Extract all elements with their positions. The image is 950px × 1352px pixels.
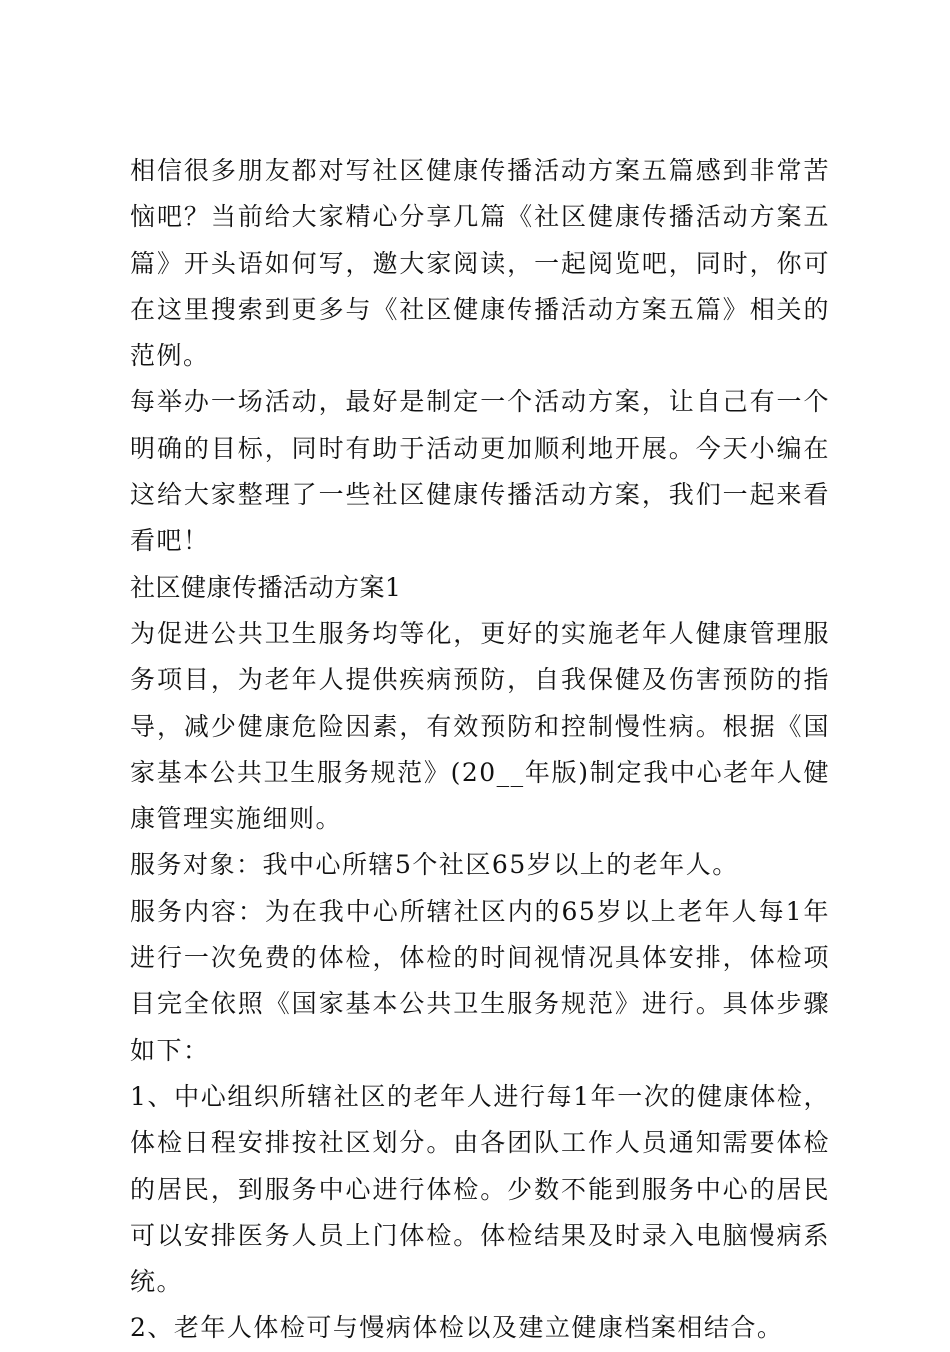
service-content-paragraph: 服务内容：为在我中心所辖社区内的65岁以上老年人每1年进行一次免费的体检，体检的时间视情况具体安排，体检项目完全依照《国家基本公共卫生服务规范》进行。具体步骤如下：: [130, 896, 830, 1065]
document-page: [130, 148, 830, 1352]
step-1-paragraph: 1、中心组织所辖社区的老年人进行每1年一次的健康体检，体检日程安排按社区划分。由各团队工作人员通知需要体检的居民，到服务中心进行体检。少数不能到服务中心的居民可以安排医务人员上门体检。体检结果及时录入电脑慢病系统。: [130, 1081, 830, 1297]
preface-paragraph: 每举办一场活动，最好是制定一个活动方案，让自己有一个明确的目标，同时有助于活动更加顺利地开展。今天小编在这给大家整理了一些社区健康传播活动方案，我们一起来看看吧！: [130, 387, 830, 556]
section-heading: 社区健康传播活动方案1: [130, 572, 402, 602]
purpose-paragraph: 为促进公共卫生服务均等化，更好的实施老年人健康管理服务项目，为老年人提供疾病预防，自我保健及伤害预防的指导，减少健康危险因素，有效预防和控制慢性病。根据《国家基本公共卫生服务规范》(20__年版)制定我中心老年人健康管理实施细则。: [130, 618, 830, 834]
intro-paragraph: 相信很多朋友都对写社区健康传播活动方案五篇感到非常苦恼吧？当前给大家精心分享几篇《社区健康传播活动方案五篇》开头语如何写，邀大家阅读，一起阅览吧，同时，你可在这里搜索到更多与《社区健康传播活动方案五篇》相关的范例。: [130, 156, 830, 371]
step-2-paragraph: 2、老年人体检可与慢病体检以及建立健康档案相结合。: [130, 1313, 784, 1343]
service-target-paragraph: 服务对象：我中心所辖5个社区65岁以上的老年人。: [130, 850, 739, 880]
